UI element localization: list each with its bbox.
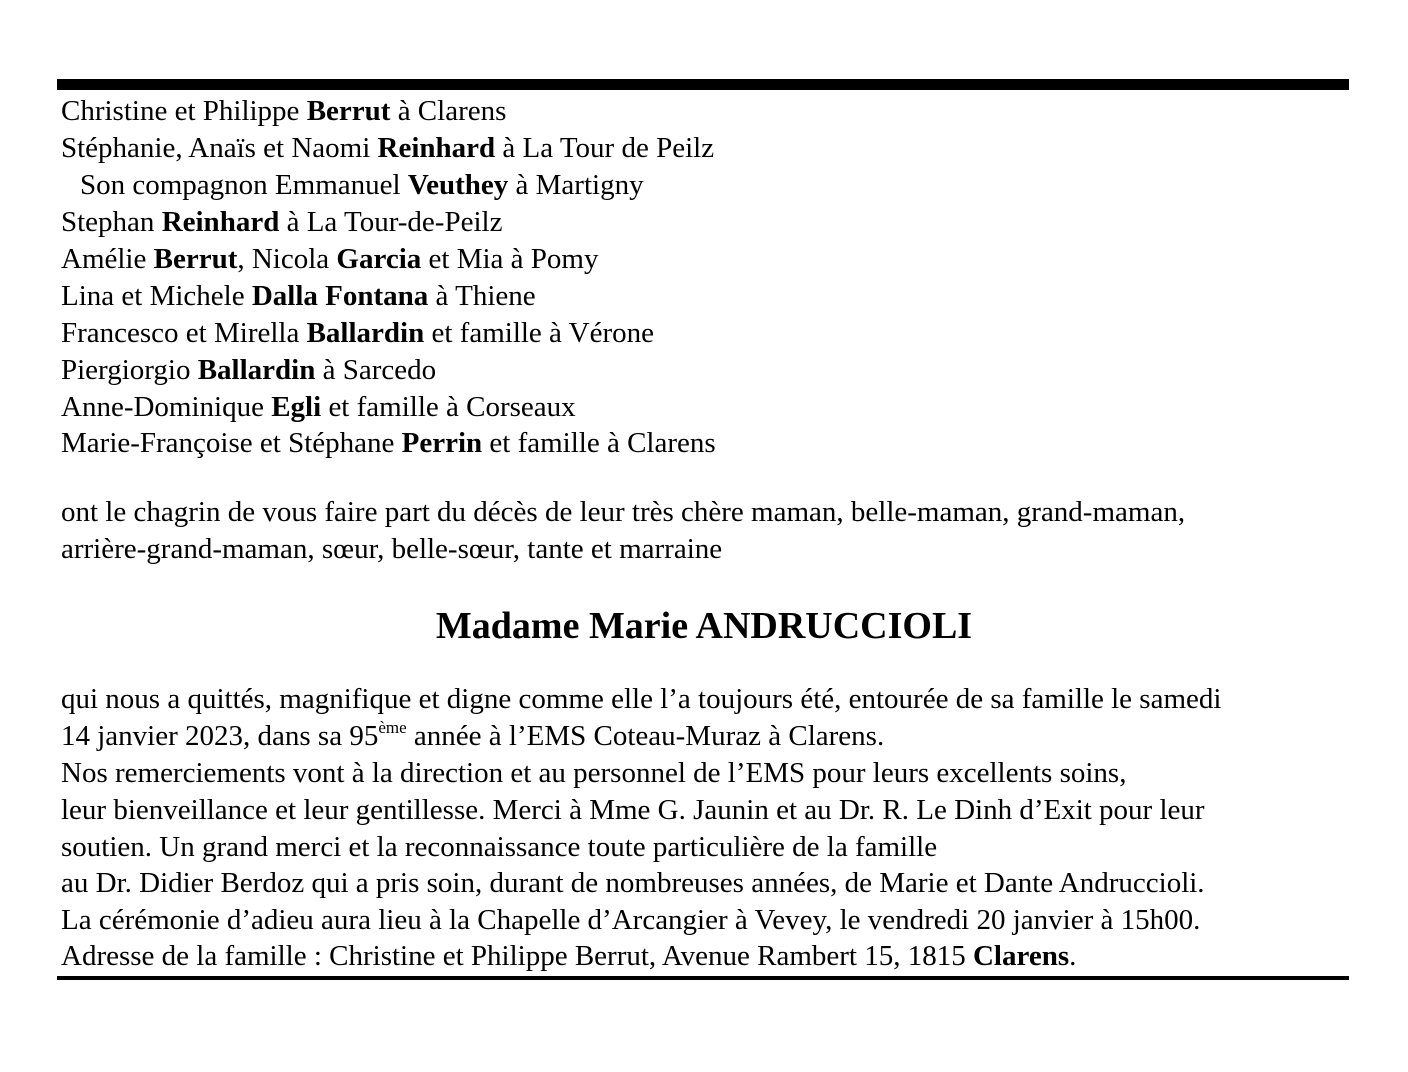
text-segment: Adresse de la famille : Christine et Philippe Berrut, Avenue Rambert 15, 1815 [61, 940, 973, 972]
family-member-line [80, 167, 644, 203]
family-member-line [61, 315, 654, 351]
text-segment: Nos remerciements vont à la direction et au personnel de l’EMS pour leurs excellents soins, [61, 757, 1127, 789]
body-line [61, 681, 1221, 717]
bold-name: Garcia [336, 243, 422, 275]
superscript: ème [378, 718, 407, 737]
text-segment: à Clarens [390, 95, 507, 127]
text-segment: et famille à Vérone [424, 317, 654, 349]
body-line [61, 755, 1126, 791]
text-segment: année à l’EMS Coteau-Muraz à Clarens. [406, 720, 885, 752]
text-segment: La cérémonie d’adieu aura lieu à la Chapelle d’Arcangier à Vevey, le vendredi 20 janvier à 15h00. [61, 904, 1201, 936]
text-segment: Son compagnon Emmanuel [80, 169, 408, 201]
text-segment: à Martigny [508, 169, 644, 201]
text-segment: leur bienveillance et leur gentillesse. Merci à Mme G. Jaunin et au Dr. R. Le Dinh d’Exit pour leur [61, 794, 1205, 826]
text-segment: qui nous a quittés, magnifique et digne comme elle l’a toujours été, entourée de sa famille le samedi [61, 683, 1222, 715]
text-segment: Amélie [61, 243, 154, 275]
family-member-line [61, 93, 506, 129]
text-segment: et famille à Clarens [482, 427, 716, 459]
text-segment: 14 janvier 2023, dans sa 95 [61, 720, 379, 752]
bold-name: Berrut [153, 243, 238, 275]
bold-name: Ballardin [306, 317, 425, 349]
announcement-line: ont le chagrin de vous faire part du décès de leur très chère maman, belle-maman, grand-maman, [61, 496, 1186, 528]
text-segment: au Dr. Didier Berdoz qui a pris soin, durant de nombreuses années, de Marie et Dante Andruccioli. [61, 867, 1205, 899]
bold-name: Berrut [306, 95, 391, 127]
bold-name: Dalla Fontana [251, 280, 429, 312]
text-segment: Lina et Michele [61, 280, 252, 312]
body-line [61, 902, 1200, 938]
text-segment: Anne-Dominique [61, 391, 272, 423]
bold-name: Veuthey [407, 169, 509, 201]
text-segment: à La Tour-de-Peilz [279, 206, 503, 238]
family-member-line [61, 204, 502, 240]
top-rule [57, 79, 1349, 90]
text-segment: à Thiene [428, 280, 536, 312]
body-line [61, 829, 937, 865]
bold-name: Reinhard [161, 206, 280, 238]
family-member-line [61, 425, 716, 461]
text-segment: Francesco et Mirella [61, 317, 307, 349]
text-segment: et Mia à Pomy [421, 243, 599, 275]
bottom-rule [57, 976, 1349, 980]
bold-name: Clarens [972, 940, 1070, 972]
bold-name: Ballardin [197, 354, 316, 386]
bold-name: Perrin [401, 427, 483, 459]
text-segment: Piergiorgio [61, 354, 198, 386]
announcement-line: arrière-grand-maman, sœur, belle-sœur, tante et marraine [61, 533, 723, 565]
text-segment: , Nicola [237, 243, 337, 275]
family-member-line [61, 130, 714, 166]
text-segment: Marie-Françoise et Stéphane [61, 427, 402, 459]
family-member-line [61, 278, 536, 314]
text-segment: à Sarcedo [315, 354, 437, 386]
family-member-line [61, 389, 576, 425]
bold-name: Reinhard [377, 132, 496, 164]
body-line [61, 792, 1205, 828]
body-line [61, 938, 1076, 974]
bold-name: Egli [271, 391, 322, 423]
body-line [61, 865, 1205, 901]
text-segment: soutien. Un grand merci et la reconnaissance toute particulière de la famille [61, 831, 938, 863]
text-segment: Stéphanie, Anaïs et Naomi [61, 132, 378, 164]
text-segment: à La Tour de Peilz [495, 132, 715, 164]
text-segment: . [1069, 940, 1077, 972]
text-segment: Christine et Philippe [61, 95, 307, 127]
body-line [61, 718, 884, 754]
text-segment: Stephan [61, 206, 162, 238]
deceased-name: Madame Marie ANDRUCCIOLI [435, 605, 973, 647]
text-segment: et famille à Corseaux [321, 391, 576, 423]
family-member-line [61, 241, 598, 277]
family-member-line [61, 352, 436, 388]
